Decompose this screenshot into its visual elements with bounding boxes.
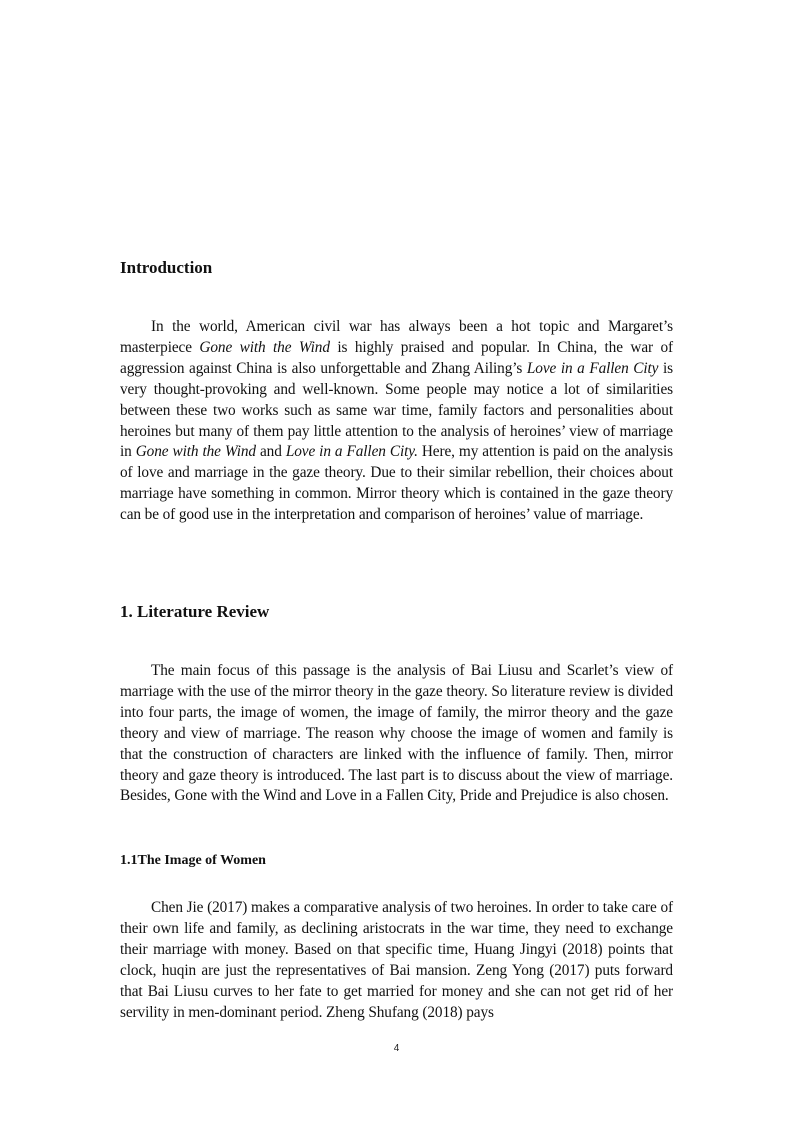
literature-review-heading: 1. Literature Review [120,602,270,621]
text-run: is highly praised and popular. In China, the war of aggression against China is also unforgettable and Zhang Ailing’s [120,338,673,377]
italic-title: Love in a Fallen City [526,359,659,377]
text-run: In the world, American civil war has always been a hot topic and Margaret’s masterpiece [120,318,673,356]
italic-title: Love in a Fallen City. [285,443,418,461]
italic-title: Gone with the Wind [135,443,256,461]
image-of-women-paragraph: Chen Jie (2017) makes a comparative analysis of two heroines. In order to take care of their own life and family, as declining aristocrats in the war time, they need to exchange their marriage with money. Based on that specific time, Huang Jingyi (2018) points that clock, huqin are just the representatives of Bai mansion. Zeng Yong (2017) puts forward that Bai Liusu curves to her fate to get married for money and she can not get rid of her servility in men-dominant period. Zheng Shufang (2018) pays [120,899,673,1021]
text-run: and [255,443,286,461]
text-run: Here, my attention is paid on the analysis of love and marriage in the gaze theory. Due to their similar rebellion, their choices about marriage have something in common. Mirror theory which is contained in the gaze theory can be of good use in the interpretation and comparison of heroines’ value of marriage. [120,443,673,524]
italic-title: Gone with the Wind [199,338,330,356]
text-run: is very thought-provoking and well-known. Some people may notice a lot of similarities between these two works such as same war time, family factors and personalities about heroines but many of them pay little attention to the analysis of heroines’ view of marriage in [120,359,673,461]
introduction-paragraph [120,317,673,526]
introduction-heading: Introduction [120,258,213,277]
page-number: 4 [393,1043,400,1054]
image-of-women-heading: 1.1The Image of Women [120,853,266,868]
literature-review-paragraph: The main focus of this passage is the analysis of Bai Liusu and Scarlet’s view of marriage with the use of the mirror theory in the gaze theory. So literature review is divided into four parts, the image of women, the image of family, the mirror theory and the gaze theory and view of marriage. The reason why choose the image of women and family is that the construction of characters are linked with the influence of family. Then, mirror theory and gaze theory is introduced. The last part is to discuss about the view of marriage. Besides, Gone with the Wind and Love in a Fallen City, Pride and Prejudice is also chosen. [120,662,673,805]
